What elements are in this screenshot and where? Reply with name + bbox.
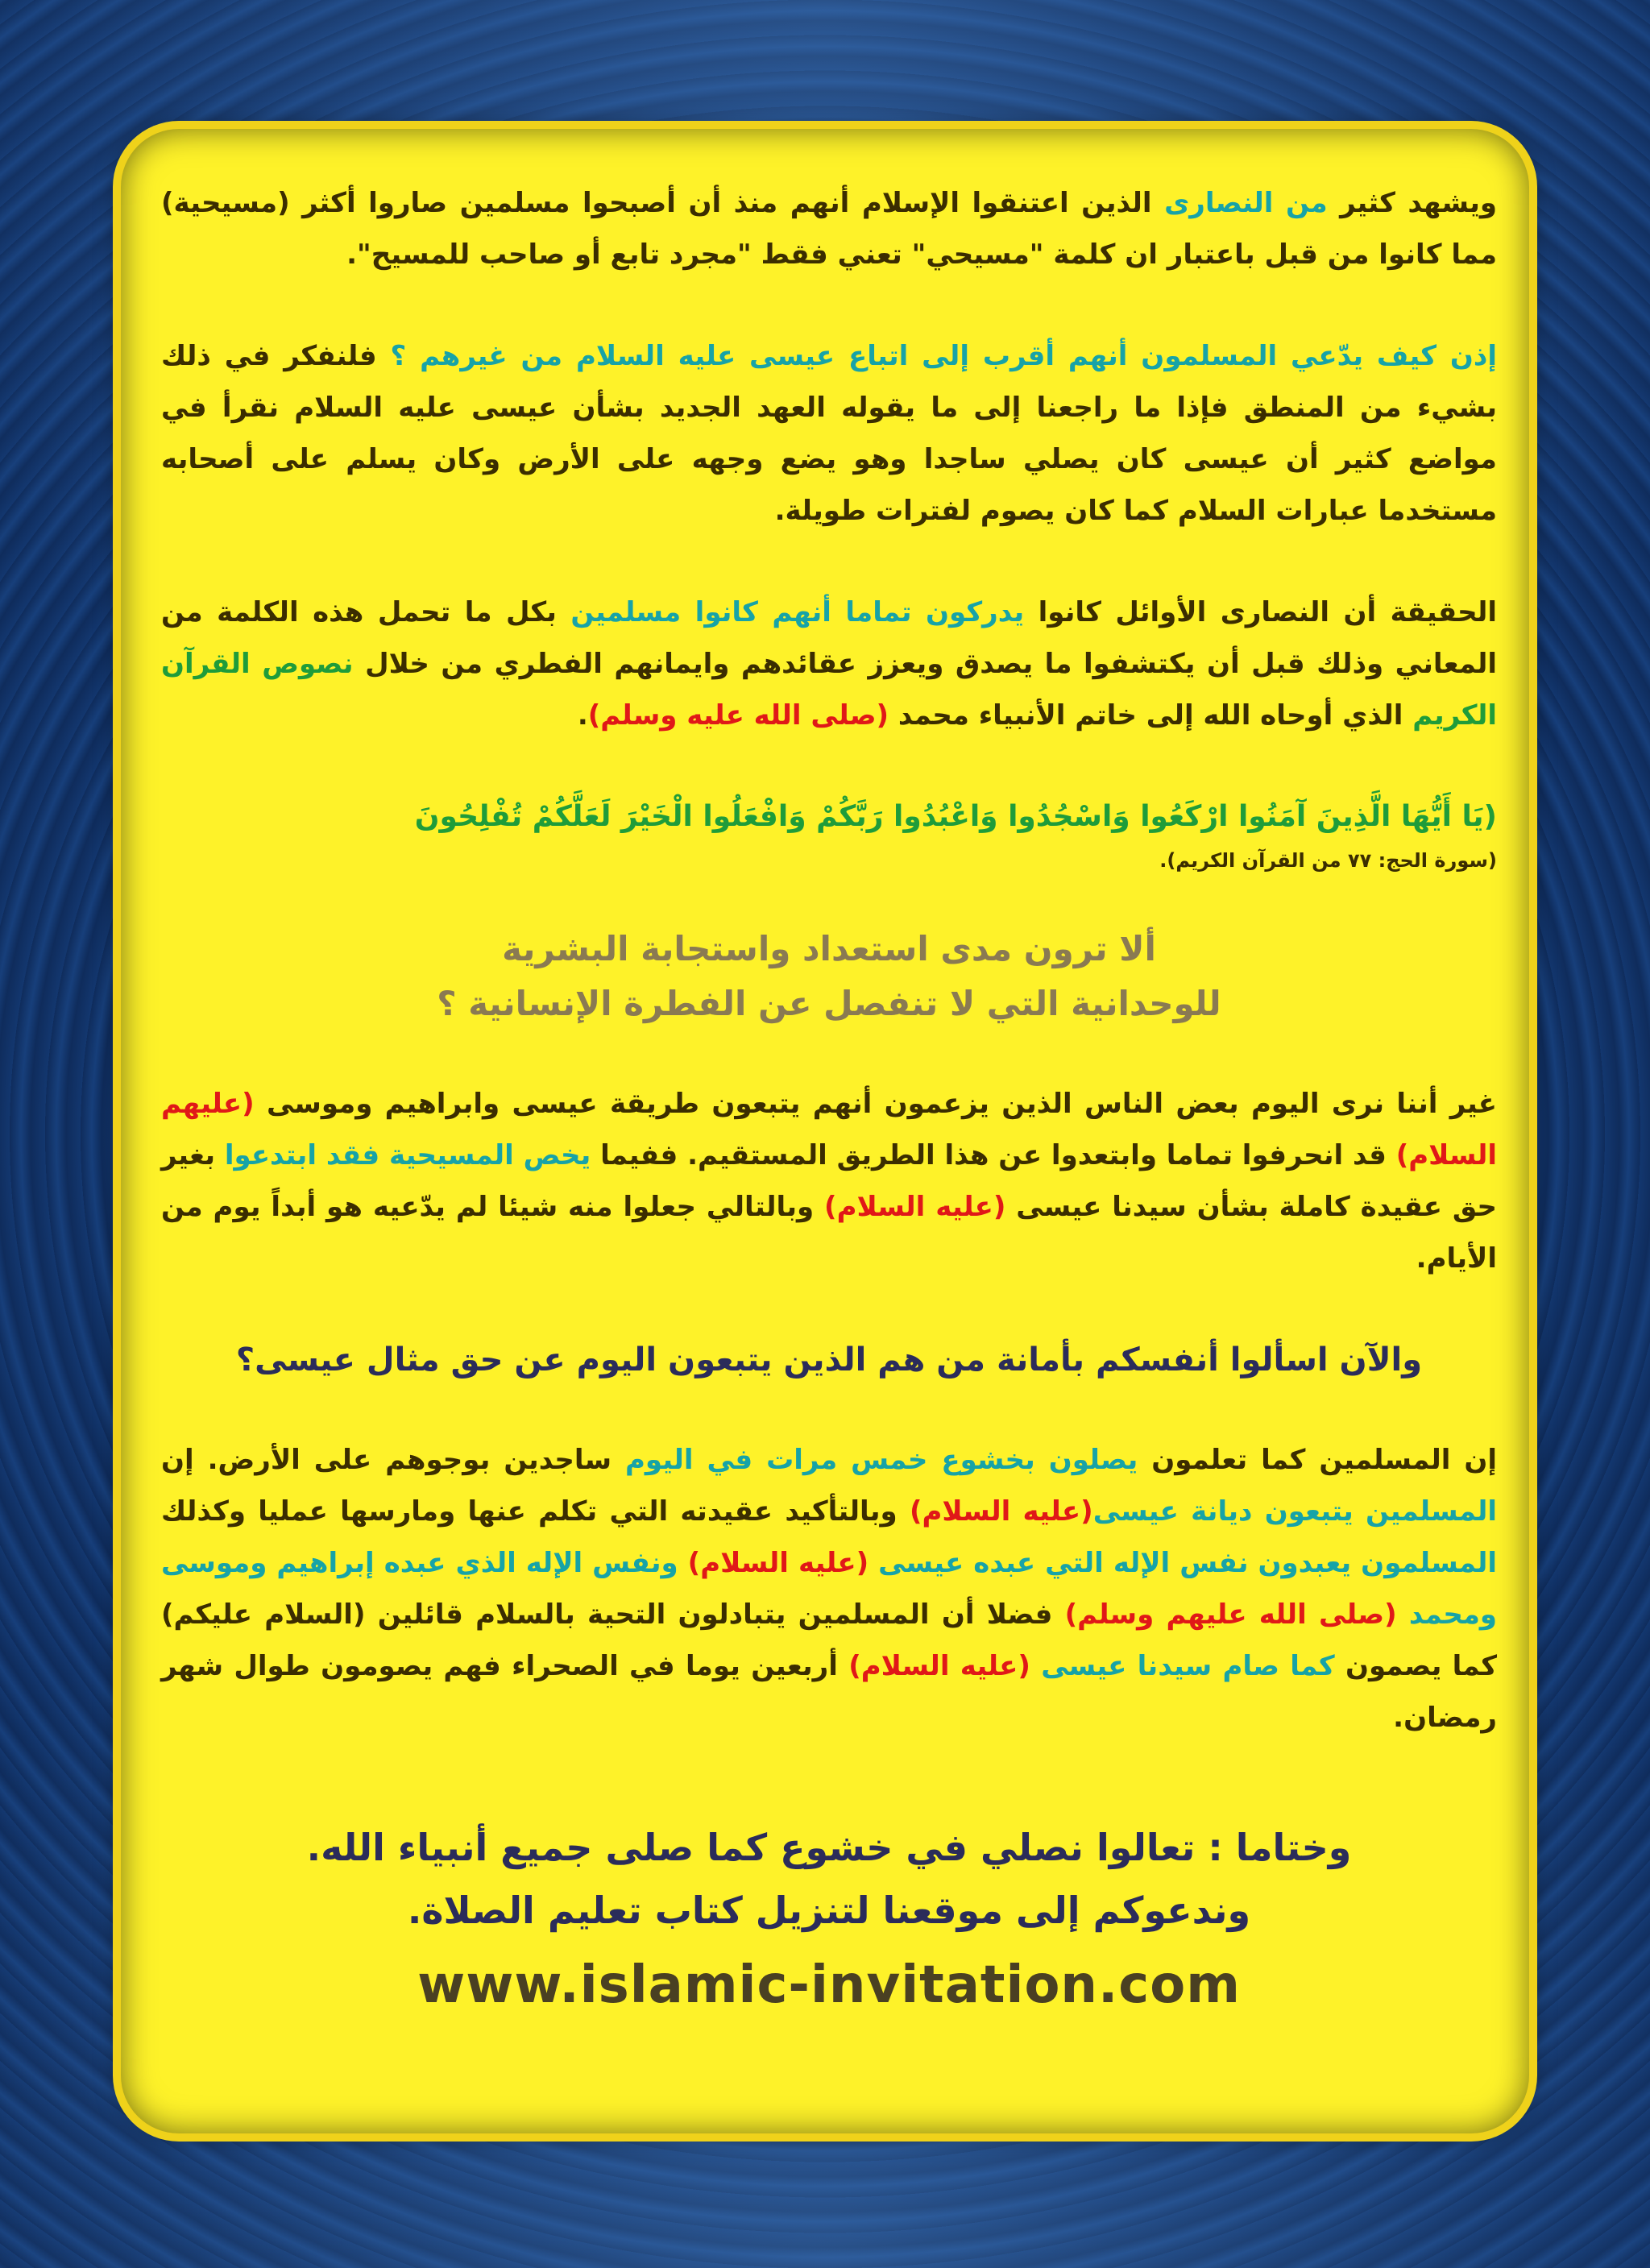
website-link[interactable]: www.islamic-invitation.com <box>417 1955 1241 2015</box>
text-segment: . <box>577 699 588 732</box>
paragraph-muslim-practice <box>161 1434 1497 1743</box>
highlight-follow-jesus: المسلمين يتبعون ديانة عيسى <box>1092 1495 1497 1528</box>
highlight-were-muslims: يدركون تماما أنهم كانوا مسلمين <box>570 596 1025 628</box>
highlight-salutation: (عليه السلام) <box>909 1495 1093 1528</box>
verse-reference: (سورة الحج: ٧٧ من القرآن الكريم). <box>1159 849 1497 872</box>
text-segment: فضلا أن المسلمين يتبادلون التحية بالسلام قائلين (السلام عليكم) كما يصمون <box>161 1598 1497 1682</box>
closing-line-2: وندعوكم إلى موقعنا لتنزيل كتاب تعليم الصلاة. <box>407 1889 1251 1932</box>
highlight-five-prayers: يصلون بخشوع خمس مرات في اليوم <box>625 1444 1138 1476</box>
paragraph-muslims-closer <box>161 330 1497 537</box>
callout-line-2: للوحدانية التي لا تنفصل عن الفطرة الإنسانية ؟ <box>437 984 1221 1023</box>
closing-line-1: وختاما : تعالوا نصلي في خشوع كما صلى جميع أنبياء الله. <box>306 1826 1352 1869</box>
callout-heading <box>161 922 1497 1031</box>
highlight-christians: من النصارى <box>1164 187 1328 219</box>
text-segment: ويشهد كثير <box>1327 187 1497 219</box>
highlight-same-god: المسلمون يعبدون نفس الإله التي عبده عيسى <box>878 1547 1498 1579</box>
paragraph-converts-testimony <box>161 177 1497 280</box>
highlight-salutation: (صلى الله عليه وسلم) <box>587 699 889 732</box>
text-segment: وبالتالي جعلوا منه شيئا لم يدّعيه هو أبداً يوم من الأيام. <box>161 1191 1497 1275</box>
highlight-prophets: ونفس الإله الذي عبده إبراهيم وموسى ومحمد <box>161 1547 1498 1631</box>
text-segment: بكل ما تحمل هذه الكلمة من المعاني وذلك قبل أن يكتشفوا ما يصدق ويعزز عقائدهم وايمانهم الفطري من خلال <box>161 596 1498 680</box>
text-segment: الذي أوحاه الله إلى خاتم الأنبياء محمد <box>889 699 1413 732</box>
text-segment: أربعين يوما في الصحراء فهم يصومون طوال شهر رمضان. <box>161 1650 1497 1734</box>
paragraph-deviation <box>161 1078 1497 1284</box>
highlight-quran-texts: نصوص القرآن الكريم <box>161 648 1497 732</box>
text-segment: غير أننا نرى اليوم بعض الناس الذين يزعمون أنهم يتبعون طريقة عيسى وابراهيم وموسى <box>254 1088 1497 1120</box>
highlight-salutation: (عليه السلام) <box>824 1191 1006 1223</box>
highlight-jesus-fasted: كما صام سيدنا عيسى <box>1041 1650 1335 1682</box>
quran-verse: (يَا أَيُّهَا الَّذِينَ آمَنُوا ارْكَعُوا وَاسْجُدُوا وَاعْبُدُوا رَبَّكُمْ وَافْعَلُوا الْخَيْرَ لَعَلَّكُمْ تُفْلِحُونَ <box>414 800 1497 833</box>
question-heading: والآن اسألوا أنفسكم بأمانة من هم الذين يتبعون اليوم عن حق مثال عيسى؟ <box>235 1341 1423 1379</box>
highlight-salutation: (عليه السلام) <box>687 1547 879 1579</box>
callout-line-1: ألا ترون مدى استعداد واستجابة البشرية <box>502 929 1156 968</box>
leaflet-content <box>161 177 1497 2024</box>
paragraph-early-christians <box>161 587 1497 741</box>
highlight-salutation: (عليه السلام) <box>848 1650 1042 1682</box>
text-segment: الذين اعتنقوا الإسلام أنهم منذ أن أصبحوا مسلمين صاروا أكثر (مسيحية) مما كانوا من قبل باعتبار ان كلمة "مسيحي" تعني فقط "مجرد تابع أو صاحب للمسيح". <box>161 187 1497 271</box>
text-segment: فلنفكر في ذلك بشيء من المنطق فإذا ما راجعنا إلى ما يقوله العهد الجديد بشأن عيسى عليه السلام نقرأ في مواضع كثير أن عيسى كان يصلي ساجدا وهو يضع وجهه على الأرض وكان يسلم على أصحابه مستخدما عبارات السلام كما كان يصوم لفترات طويلة. <box>161 340 1497 527</box>
text-segment: ساجدين بوجوهم على الأرض. إن <box>161 1444 625 1476</box>
text-segment: قد انحرفوا تماما وابتعدوا عن هذا الطريق المستقيم. ففيما <box>591 1139 1396 1171</box>
highlight-salutation: (صلى الله عليهم وسلم) <box>1064 1598 1409 1631</box>
text-segment: إن المسلمين كما تعلمون <box>1138 1444 1497 1476</box>
highlight-question: إذن كيف يدّعي المسلمون أنهم أقرب إلى اتباع عيسى عليه السلام من غيرهم ؟ <box>390 340 1497 372</box>
closing-invitation <box>161 1816 1497 1942</box>
highlight-salutation: (عليهم السلام) <box>161 1088 1498 1171</box>
text-segment: وبالتأكيد عقيدته التي تكلم عنها ومارسها عمليا وكذلك <box>161 1495 910 1528</box>
text-segment: الحقيقة أن النصارى الأوائل كانوا <box>1024 596 1497 628</box>
text-segment: بغير حق عقيدة كاملة بشأن سيدنا عيسى <box>161 1139 1497 1223</box>
highlight-innovation: يخص المسيحية فقد ابتدعوا <box>224 1139 591 1171</box>
